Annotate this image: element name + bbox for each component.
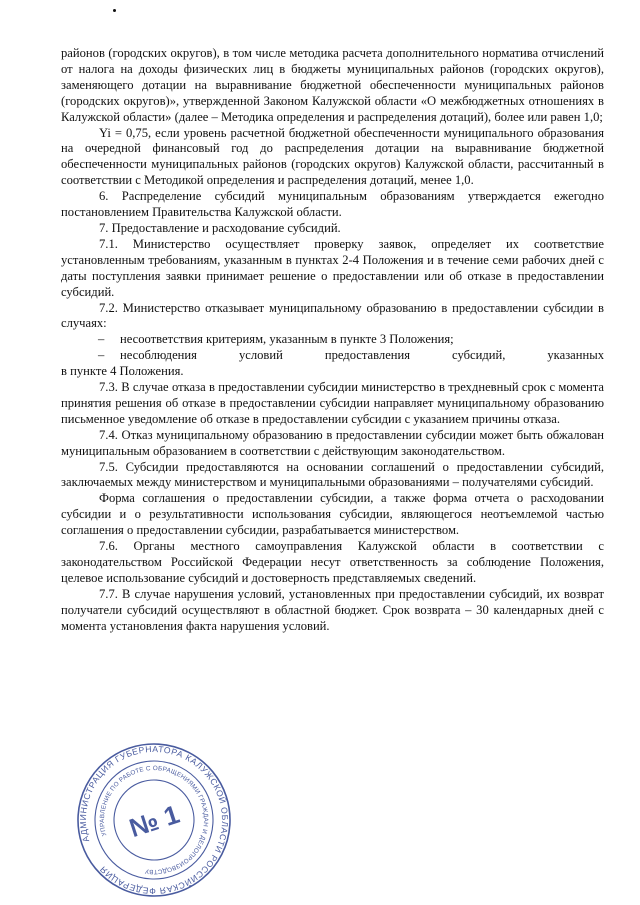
paragraph-7-5: 7.5. Субсидии предоставляются на основании соглашений о предоставлении субсидий, заключаемых между министерством и муниципальными образованиями – получателями субсидий.: [61, 459, 604, 490]
stamp-outer-text: АДМИНИСТРАЦИЯ ГУБЕРНАТОРА КАЛУЖСКОЙ ОБЛАСТИ РОССИЙСКАЯ ФЕДЕРАЦИЯ: [77, 743, 231, 897]
list-item-text: несоблюдения условий предоставления субсидий, указанных: [120, 348, 604, 363]
paragraph-7-3: 7.3. В случае отказа в предоставлении субсидии министерство в трехдневный срок с момента принятия решения об отказе в предоставлении субсидии направляет муниципальному образованию письменное уведомление об отказе в предоставлении субсидии с указанием причины отказа.: [61, 380, 604, 426]
paragraph-7-6: 7.6. Органы местного самоуправления Калужской области в соответствии с законодательством Российской Федерации несут ответственность за соблюдение Положения, целевое использование субсидий и достоверность представляемых сведений.: [61, 539, 604, 585]
paragraph-agreement-form: Форма соглашения о предоставлении субсидии, а также форма отчета о расходовании субсидии и о результативности использования субсидии, являющегося неотъемлемой частью соглашения о предоставлении субсидии, разрабатывается министерством.: [61, 491, 604, 538]
paragraph-7-7: 7.7. В случае нарушения условий, установленных при предоставлении субсидий, их возврат получатели субсидий осуществляют в областной бюджет. Срок возврата – 30 календарных дней с момента установления факта нарушения условий.: [61, 586, 604, 633]
paragraph-6: 6. Распределение субсидий муниципальным образованиям утверждается ежегодно постановлением Правительства Калужской области.: [61, 189, 604, 220]
list-item-text: несоответствия критериям, указанным в пункте 3 Положения;: [120, 332, 454, 347]
official-stamp: [74, 740, 234, 900]
list-item: [61, 332, 604, 348]
stamp-number: № 1: [125, 798, 184, 844]
paragraph-7: 7. Предоставление и расходование субсидий.: [99, 220, 341, 235]
list-item: [61, 348, 604, 364]
paragraph-7-2: 7.2. Министерство отказывает муниципальному образованию в предоставлении субсидии в случаях:: [61, 300, 604, 331]
paragraph-7-4: 7.4. Отказ муниципальному образованию в предоставлении субсидии может быть обжалован муниципальным образованием в соответствии с действующим законодательством.: [61, 427, 604, 458]
document-body: [61, 46, 604, 635]
paragraph-methodology-end: районов (городских округов), в том числе методика расчета дополнительного норматива отчислений от налога на доходы физических лиц в бюджеты муниципальных районов (городских округов), заменяющего дотации на выравнивание бюджетной обеспеченности муниципальных районов (городских округов)», утвержденной Законом Калужской области «О межбюджетных отношениях в Калужской области» (далее – Методика определения и распределения дотаций), более или равен 1,0;: [61, 46, 604, 124]
list-dash: –: [98, 348, 105, 363]
stamp-inner-text: УПРАВЛЕНИЕ ПО РАБОТЕ С ОБРАЩЕНИЯМИ ГРАЖДАН И ДЕЛОПРОИЗВОДСТВУ: [98, 764, 210, 876]
paragraph-7-1: 7.1. Министерство осуществляет проверку заявок, определяет их соответствие установленным требованиям, указанным в пунктах 2-4 Положения и в течение семи рабочих дней с даты поступления заявки принимает решение о предоставлении или об отказе в предоставлении субсидий.: [61, 236, 604, 299]
paragraph-yi-coefficient: Yi = 0,75, если уровень расчетной бюджетной обеспеченности муниципального образования на очередной финансовый год до распределения дотации на выравнивание бюджетной обеспеченности муниципальных районов (городских округов) Калужской области, рассчитанный в соответствии с Методикой определения и распределения дотаций, менее 1,0.: [61, 125, 604, 188]
list-dash: –: [98, 332, 105, 347]
list-continuation: в пункте 4 Положения.: [61, 364, 184, 379]
speck-mark: [113, 9, 116, 12]
